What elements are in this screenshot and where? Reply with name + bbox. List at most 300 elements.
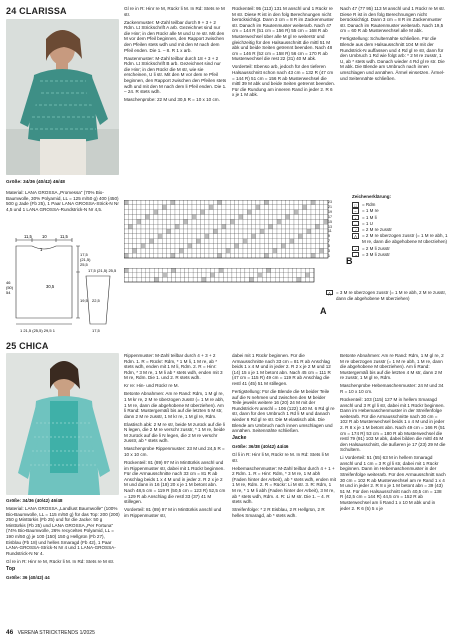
chart-cell — [307, 239, 311, 244]
chart-cell — [137, 215, 141, 220]
chart-cell — [239, 215, 243, 220]
chart-cell — [298, 205, 302, 210]
chart-cell — [307, 253, 311, 258]
chart-cell — [241, 273, 245, 278]
paragraph-vorderteil: Vorderteil: 81 (89) 97 M in Minttürkis anschl und im Rippenmuster str, — [124, 507, 222, 518]
chart-cell — [171, 244, 175, 249]
chart-cell — [154, 215, 158, 220]
chart-cell — [277, 205, 281, 210]
chart-cell — [124, 277, 128, 282]
chart-cell — [315, 210, 319, 215]
chart-cell — [128, 234, 132, 239]
chart-cell — [247, 248, 251, 253]
chart-cell — [167, 277, 171, 282]
chart-cell — [247, 224, 251, 229]
chart-cell — [124, 200, 128, 205]
chart-cell — [320, 210, 324, 215]
chart-cell — [197, 277, 201, 282]
chart-cell — [252, 253, 256, 258]
top-width-1: 11,5 — [24, 234, 32, 239]
chart-cell — [154, 234, 158, 239]
top-width-3: 11,5 — [60, 234, 68, 239]
chart-cell — [167, 248, 171, 253]
chart-cell — [320, 205, 324, 210]
chart-cell — [162, 205, 166, 210]
chart-cell — [162, 248, 166, 253]
chart-cell — [196, 200, 200, 205]
chart-cell — [305, 277, 309, 282]
chart-cell — [290, 253, 294, 258]
chart-cell — [252, 234, 256, 239]
chart-cell — [158, 200, 162, 205]
chart-cell — [315, 234, 319, 239]
chart-cell — [311, 248, 315, 253]
chart-cell — [180, 268, 184, 273]
chart-cell — [256, 224, 260, 229]
chart-cell — [269, 248, 273, 253]
chart-cell — [260, 200, 264, 205]
chart-cell — [320, 200, 324, 205]
chart-cell — [286, 234, 290, 239]
chart-cell — [294, 219, 298, 224]
paragraph-hebemaschenmuster: Hebemaschenmuster: M-Zahl teilbar durch 4 + 1 + 2 Rdm. 1. R = Hinr: Rdm, * 3 M re, 1 M abh (Faden hinter der Arbeit), ab * stets wdh, enden mit 1 M re, Rdm. 2. R = Rückr: Li M str. 3. R: Rdm, 1 M re, * 1 M li abh (Faden hinter der Arbeit), 3 M re, ab * stets wdh, Rdm. 4. R: Li M str. Die 1. – 4. R stets wdh. — [232, 465, 336, 505]
chart-cell — [133, 224, 137, 229]
chart-cell — [273, 210, 277, 215]
chart-cell — [252, 239, 256, 244]
chart-cell — [267, 277, 271, 282]
chart-cell — [298, 234, 302, 239]
chart-cell — [205, 215, 209, 220]
paragraph-maschenprobe: Maschenprobe Rippenmuster: 23 M und 24,5 R = 10 x 10 cm. — [124, 446, 225, 458]
paragraph-fertigstellung: Fertigstellung: Schulternähte schließen. Für die Blende aus dem Halsausschnitt 104 M mit der Rundstrick-N auffassen und 4 Rd gl re str, dann für den Umbruch 1 Rd wie folgt arb: * 2 M re zusstr, 1 U, ab * stets wdh. Danach wieder 4 Rd gl re str. Die M abk. Die Blende am Umbruch nach innen umschlagen und annähen. Ärmel einsetzen. Ärmel- und Seitennähte schließen. — [340, 36, 445, 81]
chart-cell — [192, 239, 196, 244]
chart-cell — [273, 229, 277, 234]
chart-cell — [277, 229, 281, 234]
chart-cell — [154, 253, 158, 258]
chart-cell — [269, 244, 273, 249]
chart-cell — [202, 273, 206, 278]
chart-cell — [172, 277, 176, 282]
row-number: 19 — [328, 209, 332, 214]
chart-cell — [171, 210, 175, 215]
chart-cell — [247, 253, 251, 258]
chart-cell — [243, 210, 247, 215]
chart-cell — [188, 248, 192, 253]
chart-cell — [184, 268, 188, 273]
chart-cell — [260, 239, 264, 244]
chart-cell — [162, 210, 166, 215]
chart-cell — [154, 273, 158, 278]
chart-cell — [260, 253, 264, 258]
chart-cell — [162, 215, 166, 220]
chart-cell — [315, 215, 319, 220]
chart-cell — [230, 239, 234, 244]
chart-cell — [222, 244, 226, 249]
chart-cell — [290, 215, 294, 220]
chart-cell — [290, 210, 294, 215]
chart-cell — [145, 224, 149, 229]
legend-item: ⟋ = 2 M li zusstr — [352, 246, 448, 252]
chart-cell — [303, 200, 307, 205]
chart-cell — [219, 273, 223, 278]
chart-cell — [218, 234, 222, 239]
chart-cell — [223, 277, 227, 282]
chart-cell — [252, 219, 256, 224]
chart-cell — [167, 215, 171, 220]
chart-cell — [171, 224, 175, 229]
chart-cell — [311, 253, 315, 258]
chart-cell — [281, 239, 285, 244]
chart-cell — [271, 273, 275, 278]
chart-cell — [124, 253, 128, 258]
chart-cell — [243, 253, 247, 258]
chart-cell — [273, 248, 277, 253]
legend-symbol-icon: ⋀ — [353, 234, 358, 240]
chart-cell — [188, 210, 192, 215]
sleeve-mid: 22,5 — [92, 298, 100, 303]
chart-cell — [301, 268, 305, 273]
top-width-2: 10 — [42, 234, 47, 239]
chart-cell — [269, 205, 273, 210]
row-number: 5 — [328, 244, 330, 249]
chart-cell — [243, 224, 247, 229]
chart-cell — [176, 268, 180, 273]
chart-cell — [262, 268, 266, 273]
chart-cell — [213, 219, 217, 224]
chart-cell — [290, 200, 294, 205]
chart-cell — [303, 224, 307, 229]
chart-cell — [264, 210, 268, 215]
chart-cell — [256, 253, 260, 258]
chart-cell — [141, 205, 145, 210]
row-number: 3 — [328, 249, 330, 254]
section-title-chica — [6, 341, 49, 351]
section-name: CHICA — [19, 341, 49, 351]
chart-cell — [279, 268, 283, 273]
chart-cell — [264, 215, 268, 220]
chart-cell — [281, 234, 285, 239]
chart-cell — [311, 239, 315, 244]
chart-cell — [256, 205, 260, 210]
chart-cell — [124, 205, 128, 210]
chart-cell — [256, 244, 260, 249]
chart-cell — [303, 244, 307, 249]
legend-item: • = 1 M li — [352, 215, 448, 221]
chart-cell — [124, 215, 128, 220]
chart-cell — [230, 244, 234, 249]
chart-cell — [297, 273, 301, 278]
chart-cell — [275, 277, 279, 282]
paragraph-maschenprobe: Maschenprobe: 22 M und 30,5 R = 10 x 10 cm. — [124, 97, 220, 103]
chart-cell — [124, 229, 128, 234]
chart-cell — [311, 210, 315, 215]
chart-cell — [273, 239, 277, 244]
chart-cell — [196, 229, 200, 234]
chart-cell — [150, 239, 154, 244]
chart-cell — [124, 244, 128, 249]
chart-cell — [273, 244, 277, 249]
chart-cell — [315, 248, 319, 253]
chart-cell — [315, 244, 319, 249]
paragraph-betonte-abnahmen: Betonte Abnahmen: Am re Rand: Rdm, 1 M gl re, 2 M re überzogen zusstr (= 1 M re abh, 1 M re, dann die abgehobene M überziehen). Am li Rand: Mustergemäß bis auf die letzten 4 M str, dann 2 M re zusstr, 1 M gl re, Rdm. — [340, 353, 444, 381]
subheading-jacke: Jacke — [232, 435, 247, 442]
side-top-2: (21,5) — [80, 257, 91, 262]
chart-cell — [192, 215, 196, 220]
chart-cell — [218, 205, 222, 210]
chart-cell — [209, 229, 213, 234]
chart-cell — [145, 253, 149, 258]
chart-cell — [252, 210, 256, 215]
chart-cell — [209, 224, 213, 229]
subheading-top: Top — [6, 565, 16, 572]
legend-symbol-icon: ⟋ — [352, 227, 359, 232]
chart-row-numbers — [328, 200, 338, 259]
chart-cell — [137, 268, 141, 273]
chart-cell — [175, 229, 179, 234]
chart-cell — [201, 200, 205, 205]
chart-cell — [205, 210, 209, 215]
chart-cell — [196, 224, 200, 229]
chart-cell — [205, 229, 209, 234]
chart-cell — [175, 248, 179, 253]
chart-cell — [154, 200, 158, 205]
chart-cell — [192, 219, 196, 224]
chart-cell — [167, 210, 171, 215]
row-number: 17 — [328, 214, 332, 219]
chart-cell — [303, 234, 307, 239]
chart-cell — [188, 234, 192, 239]
chart-cell — [150, 224, 154, 229]
chart-cell — [226, 210, 230, 215]
chart-cell — [171, 239, 175, 244]
legend-item: ⋀ = 2 M re überzogen zusstr (= 1 M re abh, 1 M re, dann die abgehobene M überziehen) — [353, 233, 448, 245]
clarissa-schematic — [6, 232, 118, 336]
chart-cell — [243, 248, 247, 253]
chart-cell — [213, 253, 217, 258]
chart-cell — [230, 234, 234, 239]
chart-cell — [163, 268, 167, 273]
chart-cell — [184, 244, 188, 249]
chart-cell — [223, 268, 227, 273]
chart-cell — [128, 229, 132, 234]
chart-cell — [245, 273, 249, 278]
chart-cell — [154, 239, 158, 244]
chart-cell — [286, 205, 290, 210]
legend-title: Zeichenerklärung: — [352, 194, 392, 199]
chart-cell — [184, 234, 188, 239]
row-number: 7 — [328, 239, 330, 244]
chart-cell — [249, 277, 253, 282]
side-full-3: 54 — [6, 290, 11, 295]
chart-cell — [146, 268, 150, 273]
chart-cell — [239, 248, 243, 253]
chart-cell — [320, 215, 324, 220]
chart-cell — [179, 219, 183, 224]
chart-cell — [226, 244, 230, 249]
chart-cell — [279, 273, 283, 278]
chart-cell — [192, 253, 196, 258]
chart-cell — [210, 273, 214, 278]
chart-cell — [298, 248, 302, 253]
chart-cell — [175, 239, 179, 244]
chart-cell — [307, 248, 311, 253]
chart-cell — [249, 268, 253, 273]
chart-cell — [273, 253, 277, 258]
chart-cell — [286, 244, 290, 249]
chart-cell — [150, 248, 154, 253]
chart-cell — [124, 239, 128, 244]
chart-cell — [303, 253, 307, 258]
chart-cell — [210, 268, 214, 273]
chart-cell — [175, 253, 179, 258]
chart-cell — [311, 224, 315, 229]
chart-cell — [188, 253, 192, 258]
chart-cell — [320, 239, 324, 244]
chart-cell — [264, 219, 268, 224]
chart-cell — [235, 224, 239, 229]
chart-cell — [141, 210, 145, 215]
chart-cell — [298, 215, 302, 220]
chart-cell — [128, 273, 132, 278]
chart-cell — [236, 273, 240, 278]
chart-cell — [307, 205, 311, 210]
chart-cell — [239, 253, 243, 258]
chart-cell — [247, 234, 251, 239]
chart-cell — [128, 205, 132, 210]
chart-cell — [230, 219, 234, 224]
chart-cell — [201, 253, 205, 258]
chart-cell — [167, 253, 171, 258]
chart-cell — [159, 268, 163, 273]
chart-cell — [159, 277, 163, 282]
chart-cell — [167, 239, 171, 244]
paragraph-kr-re: Kr re: Hin- und Rückr re M. — [124, 383, 179, 389]
chart-cell — [264, 253, 268, 258]
chart-cell — [218, 215, 222, 220]
chart-cell — [298, 200, 302, 205]
chart-cell — [281, 219, 285, 224]
chart-cell — [171, 205, 175, 210]
chart-cell — [294, 200, 298, 205]
clarissa-col3 — [232, 6, 336, 202]
chart-cell — [213, 234, 217, 239]
chart-cell — [256, 234, 260, 239]
chart-cell — [196, 205, 200, 210]
chart-cell — [150, 273, 154, 278]
chica-col1 — [6, 498, 121, 628]
chart-cell — [243, 205, 247, 210]
chart-cell — [241, 268, 245, 273]
chart-cell — [247, 200, 251, 205]
chart-cell — [281, 210, 285, 215]
chart-cell — [260, 224, 264, 229]
chart-cell — [311, 244, 315, 249]
chart-cell — [288, 268, 292, 273]
chart-cell — [196, 210, 200, 215]
chart-cell — [205, 219, 209, 224]
chart-cell — [260, 215, 264, 220]
chart-cell — [137, 210, 141, 215]
chart-cell — [218, 224, 222, 229]
chart-cell — [192, 229, 196, 234]
paragraph-gl-re: Gl re in R: Hinr re M, Rückr li M. In Rd: Stets re M str. — [124, 6, 225, 17]
chart-cell — [133, 277, 137, 282]
chart-cell — [188, 244, 192, 249]
chart-cell — [215, 273, 219, 278]
chart-cell — [286, 253, 290, 258]
bottom-label: 1 21,5 (25,5) 29,5 1 — [20, 328, 55, 333]
chart-cell — [311, 219, 315, 224]
chart-cell — [141, 219, 145, 224]
chart-cell — [145, 229, 149, 234]
chart-cell — [171, 229, 175, 234]
chart-cell — [294, 244, 298, 249]
chart-cell — [158, 205, 162, 210]
clarissa-photo — [6, 19, 119, 175]
chart-cell — [180, 273, 184, 278]
chart-cell — [311, 229, 315, 234]
chart-cell — [188, 219, 192, 224]
chart-cell — [273, 215, 277, 220]
chart-cell — [150, 253, 154, 258]
chart-cell — [307, 244, 311, 249]
chart-cell — [243, 229, 247, 234]
chart-cell — [201, 219, 205, 224]
chart-cell — [133, 239, 137, 244]
chart-cell — [235, 215, 239, 220]
chart-cell — [269, 229, 273, 234]
chart-cell — [210, 277, 214, 282]
chart-cell — [245, 268, 249, 273]
chart-cell — [249, 273, 253, 278]
chart-cell — [205, 244, 209, 249]
paragraph-rippenmuster: Rippenmuster: M-Zahl teilbar durch 4 + 3 + 2 Rdm. 1. R = Rückr: Rdm, * 1 M li, 1 M re, ab * stets wdh, enden mit 1 M li, Rdm. 2. R = Hinr: Rdm, * 3 M re, 1 M li ab * stets wdh, enden mit 3 M re, Rdm. Die 1. und 2. R stets wdh. — [124, 353, 223, 381]
chart-cell — [150, 219, 154, 224]
chart-cell — [175, 205, 179, 210]
chart-cell — [239, 244, 243, 249]
chart-cell — [267, 268, 271, 273]
side-full-2: (50) — [6, 285, 14, 290]
chart-cell — [184, 239, 188, 244]
chart-cell — [286, 210, 290, 215]
chart-cell — [137, 253, 141, 258]
chart-cell — [205, 234, 209, 239]
chart-cell — [230, 229, 234, 234]
chart-cell — [284, 273, 288, 278]
chart-cell — [196, 234, 200, 239]
chart-cell — [277, 210, 281, 215]
chart-cell — [298, 239, 302, 244]
chart-cell — [158, 219, 162, 224]
chart-cell — [260, 210, 264, 215]
chart-cell — [137, 234, 141, 239]
chart-cell — [202, 277, 206, 282]
chart-cell — [320, 234, 324, 239]
chart-cell — [150, 268, 154, 273]
chart-cell — [252, 205, 256, 210]
chart-cell — [269, 215, 273, 220]
chart-cell — [252, 215, 256, 220]
chart-cell — [146, 273, 150, 278]
chart-cell — [303, 205, 307, 210]
side-top-3: 25,5 — [80, 262, 88, 267]
chart-cell — [305, 268, 309, 273]
chart-cell — [222, 200, 226, 205]
chart-cell — [239, 205, 243, 210]
paragraph-streifenfolge: Streifenfolge: * 2 R Eisblau, 2 R Hellgrün, 2 R helles Smaragd, ab * stets wdh. — [232, 507, 325, 518]
chart-cell — [137, 248, 141, 253]
chart-cell — [163, 273, 167, 278]
